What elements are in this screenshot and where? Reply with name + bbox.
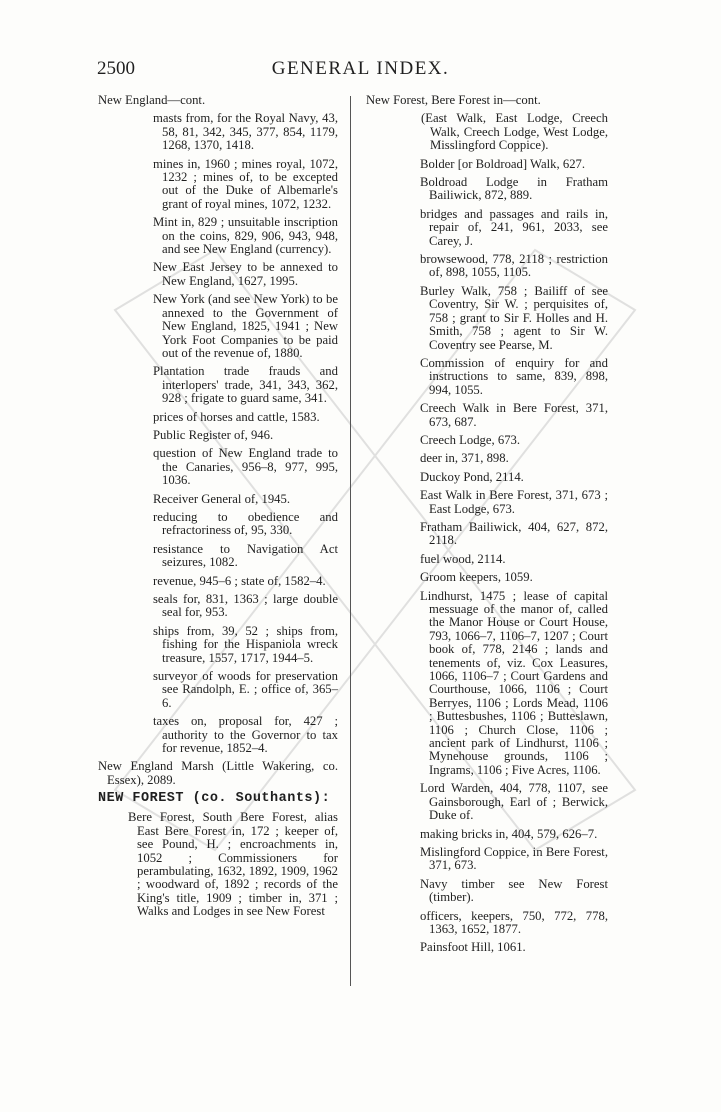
- index-entry: reducing to obedience and refractoriness of, 95, 330.: [153, 509, 338, 538]
- index-entry: Creech Walk in Bere Forest, 371, 673, 687.: [420, 401, 608, 429]
- index-entry: Burley Walk, 758 ; Bailiff of see Coventry, Sir W. ; perquisites of, 758 ; grant to Sir F. Holles and H. Smith, 758 ; agent to Sir W. Coventry see Pearse, M.: [420, 283, 608, 352]
- index-entry: officers, keepers, 750, 772, 778, 1363, 1652, 1877.: [420, 908, 608, 936]
- index-entry: Boldroad Lodge in Fratham Bailiwick, 872, 889.: [420, 175, 608, 203]
- index-entry: making bricks in, 404, 579, 626–7.: [420, 826, 598, 841]
- index-entry: Public Register of, 946.: [153, 427, 274, 442]
- index-entry: Bere Forest, South Bere Forest, alias East Bere Forest in, 172 ; keeper of, see Pound, H. ; encroachments in, 1052 ; Commissioners for perambulating, 1632, 1892, 1909, 1962 ; woodward of, 1892 ; records of the King's title, 1909 ; timber in, 371 ; Walks and Lodges in see New Forest: [128, 810, 338, 919]
- index-entry: Fratham Bailiwick, 404, 627, 872, 2118.: [420, 519, 608, 548]
- index-heading-bold: NEW FOREST (co. Southants):: [98, 791, 331, 807]
- index-entry: Creech Lodge, 673.: [420, 432, 521, 447]
- index-entry: surveyor of woods for preservation see Randolph, E. ; office of, 365–6.: [153, 669, 338, 710]
- index-entry: Lord Warden, 404, 778, 1107, see Gainsborough, Earl of ; Berwick, Duke of.: [420, 781, 608, 823]
- index-entry: Navy timber see New Forest (timber).: [420, 876, 608, 905]
- index-entry: deer in, 371, 898.: [420, 451, 509, 466]
- index-entry: resistance to Navigation Act seizures, 1082.: [153, 541, 338, 570]
- index-heading: New England Marsh (Little Wakering, co. Essex), 2089.: [98, 759, 338, 787]
- index-entry: question of New England trade to the Canaries, 956–8, 977, 995, 1036.: [153, 446, 338, 488]
- index-entry: revenue, 945–6 ; state of, 1582–4.: [153, 573, 326, 588]
- index-entry: New York (and see New York) to be annexed to the Government of New England, 1825, 1941 ; New York Foot Companies to be paid out of the revenue of, 1880.: [153, 292, 338, 360]
- right-column: [366, 94, 608, 960]
- index-entry: seals for, 831, 1363 ; large double seal for, 953.: [153, 592, 338, 620]
- index-entry: masts from, for the Royal Navy, 43, 58, 81, 342, 345, 377, 854, 1179, 1268, 1370, 1418.: [153, 111, 338, 153]
- index-entry: Groom keepers, 1059.: [420, 570, 533, 585]
- running-title: GENERAL INDEX.: [271, 58, 450, 79]
- index-entry: taxes on, proposal for, 427 ; authority to the Governor to tax for revenue, 1852–4.: [153, 714, 338, 756]
- index-entry: browsewood, 778, 2118 ; restriction of, 898, 1055, 1105.: [420, 252, 608, 280]
- page-header: [0, 58, 721, 88]
- index-entry: Plantation trade frauds and interlopers' trade, 341, 343, 362, 928 ; frigate to guard same, 341.: [153, 364, 338, 406]
- index-entry: Duckoy Pond, 2114.: [420, 469, 524, 484]
- index-entry: Receiver General of, 1945.: [153, 491, 291, 506]
- index-entry: Lindhurst, 1475 ; lease of capital messuage of the manor of, called the Manor House or Court House, 793, 1066–7, 1106–7, 1207 ; Court book of, 778, 2146 ; lands and tenements of, viz. Cox Leasures, 1066, 1106–7 ; Court Gardens and Courthouse, 1066, 1106 ; Court Berryes, 1106 ; Lords Mead, 1106 ; Buttesbushes, 1106 ; Butteslawn, 1106 ; Church Close, 1106 ; ancient park of Lindhurst, 1106 ; Mynehouse grounds, 1106 ; Ingrams, 1106 ; Five Acres, 1106.: [420, 588, 608, 777]
- index-entry: Bolder [or Boldroad] Walk, 627.: [420, 156, 586, 171]
- index-entry: East Walk in Bere Forest, 371, 673 ; East Lodge, 673.: [420, 488, 608, 516]
- index-entry: fuel wood, 2114.: [420, 551, 506, 566]
- index-entry: ships from, 39, 52 ; ships from, fishing for the Hispaniola wreck treasure, 1557, 1717, 1944–5.: [153, 623, 338, 665]
- column-divider: [350, 96, 351, 986]
- index-entry: bridges and passages and rails in, repair of, 241, 961, 2033, see Carey, J.: [420, 206, 608, 248]
- index-entry: prices of horses and cattle, 1583.: [153, 409, 320, 424]
- index-entry: Painsfoot Hill, 1061.: [420, 940, 526, 955]
- index-entry: Commission of enquiry for and instructions to same, 839, 898, 994, 1055.: [420, 355, 608, 397]
- index-entry: Mint in, 829 ; unsuitable inscription on the coins, 829, 906, 943, 948, and see New England (currency).: [153, 215, 338, 257]
- index-heading: New Forest, Bere Forest in—cont.: [366, 93, 541, 107]
- left-column: [98, 94, 338, 924]
- index-heading: New England—cont.: [98, 93, 206, 107]
- index-entry: (East Walk, East Lodge, Creech Walk, Creech Lodge, West Lodge, Misslingford Coppice).: [421, 111, 608, 153]
- index-entry: New East Jersey to be annexed to New England, 1627, 1995.: [153, 260, 338, 288]
- page-number: 2500: [97, 58, 135, 79]
- index-entry: Mislingford Coppice, in Bere Forest, 371, 673.: [420, 844, 608, 873]
- index-entry: mines in, 1960 ; mines royal, 1072, 1232 ; mines of, to be excepted out of the Duke of Albemarle's grant of royal mines, 1072, 1232.: [153, 156, 338, 211]
